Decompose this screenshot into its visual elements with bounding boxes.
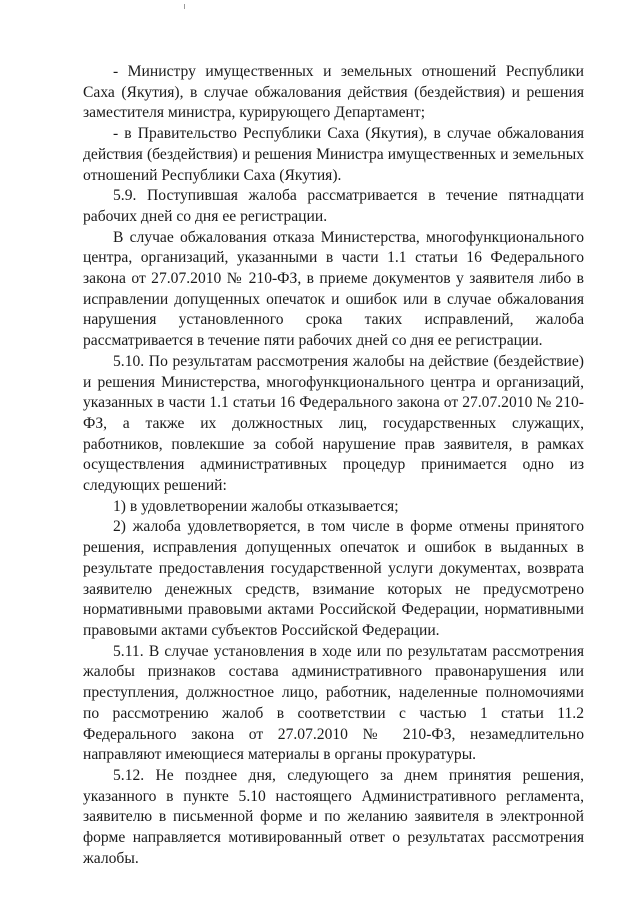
paragraph-5-9: 5.9. Поступившая жалоба рассматривается в течение пятнадцати рабочих дней со дня ее регистрации. (83, 187, 584, 225)
paragraph-decision-satisfy: 2) жалоба удовлетворяется, в том числе в форме отмены принятого решения, исправления допущенных опечаток и ошибок в выданных в результате предоставления государственной услуги документах, возврата заявителю денежных средств, взимание которых не предусмотрено нормативными правовыми актами Российской Федерации, нормативными правовыми актами субъектов Российской Федерации. (83, 518, 584, 639)
paragraph-5-12: 5.12. Не позднее дня, следующего за днем принятия решения, указанного в пункте 5.10 настоящего Административного регламента, заявителю в письменной форме и по желанию заявителя в электронной форме направляется мотивированный ответ о результатах рассмотрения жалобы. (83, 766, 584, 867)
scan-mark (184, 4, 185, 9)
paragraph-5-11: 5.11. В случае установления в ходе или по результатам рассмотрения жалобы признаков состава административного правонарушения или преступления, должностное лицо, работник, наделенные полномочиями по рассмотрению жалоб в соответствии с частью 1 статьи 11.2 Федерального закона от 27.07.2010 № 210-ФЗ, незамедлительно направляют имеющиеся материалы в органы прокуратуры. (83, 642, 584, 764)
paragraph-appeal-government: - в Правительство Республики Саха (Якутия), в случае обжалования действия (бездействия) и решения Министра имущественных и земельных отношений Республики Саха (Якутия). (83, 125, 584, 184)
paragraph-5-10: 5.10. По результатам рассмотрения жалобы на действие (бездействие) и решения Министерства, многофункционального центра и организаций, указанных в части 1.1 статьи 16 Федерального закона от 27.07.2010 № 210-ФЗ, а также их должностных лиц, государственных служащих, работников, повлекшие за собой нарушение прав заявителя, в рамках осуществления административных процедур принимается одно из следующих решений: (83, 352, 584, 495)
paragraph-decision-refuse: 1) в удовлетворении жалобы отказывается; (113, 497, 399, 515)
paragraph-refusal-review: В случае обжалования отказа Министерства, многофункционального центра, организаций, указанными в части 1.1 статьи 16 Федерального закона от 27.07.2010 № 210-ФЗ, в приеме документов у заявителя либо в исправлении допущенных опечаток и ошибок или в случае обжалования нарушения установленного срока таких исправлений, жалоба рассматривается в течение пяти рабочих дней со дня ее регистрации. (83, 228, 584, 350)
paragraph-appeal-minister: - Министру имущественных и земельных отношений Республики Саха (Якутия), в случае обжалования действия (бездействия) и решения заместителя министра, курирующего Департамент; (83, 63, 584, 122)
